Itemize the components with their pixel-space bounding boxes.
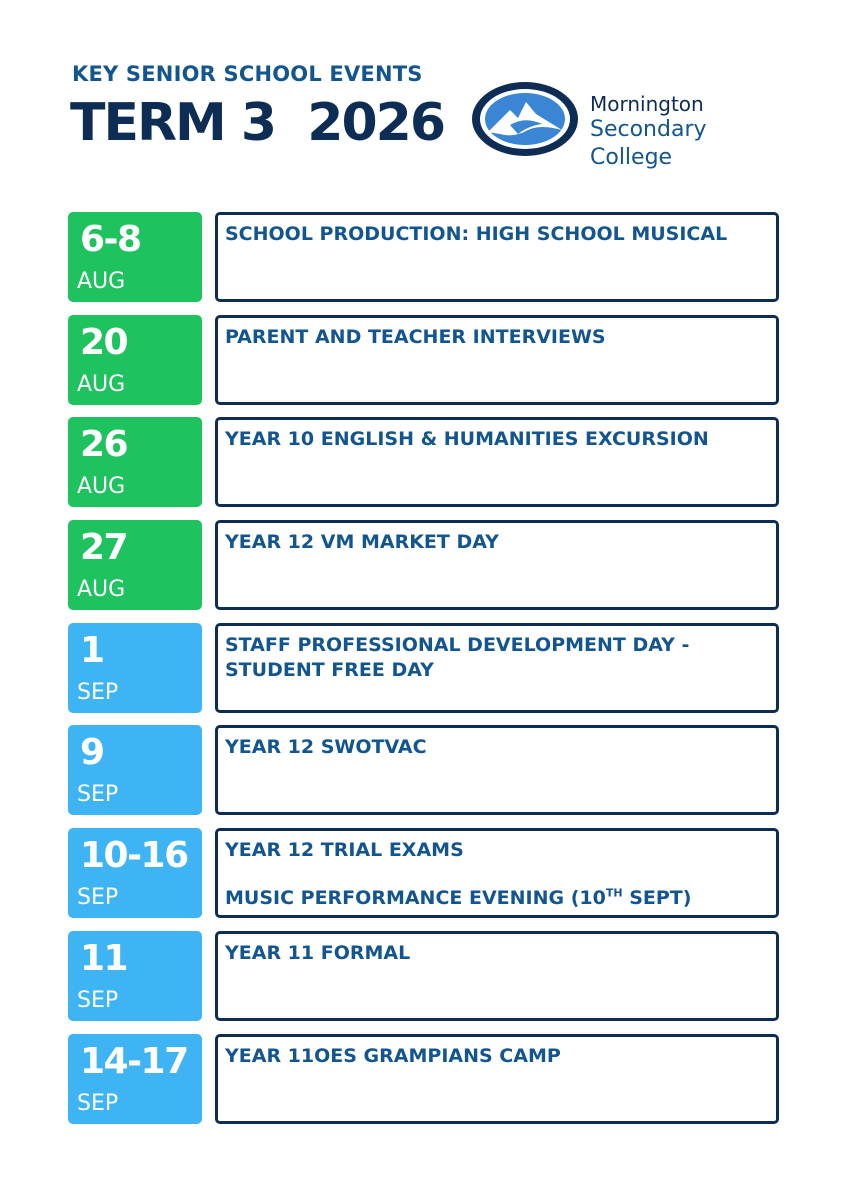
event-day: 14-17 (80, 1040, 188, 1082)
event-description (225, 427, 770, 452)
event-month: AUG (77, 474, 126, 500)
event-row (68, 417, 780, 507)
event-description (225, 222, 770, 247)
event-date (68, 417, 202, 507)
event-description (225, 633, 770, 683)
event-details (215, 212, 779, 302)
event-date (68, 315, 202, 405)
event-date (68, 828, 202, 918)
event-title: YEAR 10 ENGLISH & HUMANITIES EXCURSION (225, 428, 709, 451)
event-title: YEAR 11 FORMAL (225, 941, 411, 964)
event-row (68, 315, 780, 405)
event-row (68, 931, 780, 1021)
event-row (68, 828, 780, 918)
event-title: YEAR 11OES GRAMPIANS CAMP (225, 1044, 561, 1067)
event-details (215, 623, 779, 713)
event-title-part: MUSIC PERFORMANCE EVENING (10 (225, 887, 606, 910)
event-day: 10-16 (80, 835, 188, 877)
event-month: SEP (77, 885, 119, 911)
college-name-line1: Mornington (590, 92, 704, 116)
event-title: STAFF PROFESSIONAL DEVELOPMENT DAY - (225, 633, 690, 656)
event-title (225, 886, 770, 911)
event-day: 1 (80, 629, 104, 671)
event-description (225, 530, 770, 555)
event-month: SEP (77, 679, 119, 705)
event-description (225, 1044, 770, 1069)
event-description (225, 735, 770, 760)
event-title: YEAR 12 TRIAL EXAMS (225, 839, 464, 862)
college-name-line2: Secondary College (590, 117, 707, 170)
event-description (225, 838, 770, 911)
ordinal-suffix: TH (605, 886, 623, 900)
event-title: STUDENT FREE DAY (225, 658, 434, 681)
event-day: 9 (80, 732, 104, 774)
event-row (68, 520, 780, 610)
event-month: SEP (77, 987, 119, 1013)
event-title-part: SEPT) (622, 887, 692, 910)
college-logo-icon (470, 80, 580, 158)
event-date (68, 520, 202, 610)
event-row (68, 212, 780, 302)
event-details (215, 1034, 779, 1124)
college-name (590, 92, 790, 172)
event-month: SEP (77, 782, 119, 808)
event-month: AUG (77, 577, 126, 603)
event-date (68, 212, 202, 302)
event-row (68, 623, 780, 713)
page-title: TERM 3 2026 (70, 93, 444, 153)
event-details (215, 828, 779, 918)
event-row (68, 1034, 780, 1124)
event-details (215, 931, 779, 1021)
event-month: AUG (77, 269, 126, 294)
event-date (68, 931, 202, 1021)
event-details (215, 315, 779, 405)
event-day: 27 (80, 527, 128, 569)
event-day: 26 (80, 424, 128, 466)
event-description (225, 325, 770, 350)
event-month: SEP (77, 1090, 119, 1116)
event-title: YEAR 12 VM MARKET DAY (225, 531, 499, 554)
event-title: YEAR 12 SWOTVAC (225, 736, 427, 759)
event-details (215, 725, 779, 815)
page-header (70, 62, 790, 172)
event-month: AUG (77, 371, 126, 397)
event-title: SCHOOL PRODUCTION: HIGH SCHOOL MUSICAL (225, 223, 728, 245)
event-date (68, 623, 202, 713)
events-list (68, 212, 780, 1136)
event-details (215, 520, 779, 610)
event-title: PARENT AND TEACHER INTERVIEWS (225, 325, 606, 348)
event-day: 6-8 (80, 219, 141, 260)
event-row (68, 725, 780, 815)
event-date (68, 1034, 202, 1124)
event-date (68, 725, 202, 815)
page-subtitle: KEY SENIOR SCHOOL EVENTS (72, 62, 423, 86)
event-day: 20 (80, 321, 128, 363)
event-day: 11 (80, 937, 128, 979)
event-description (225, 941, 770, 966)
event-details (215, 417, 779, 507)
